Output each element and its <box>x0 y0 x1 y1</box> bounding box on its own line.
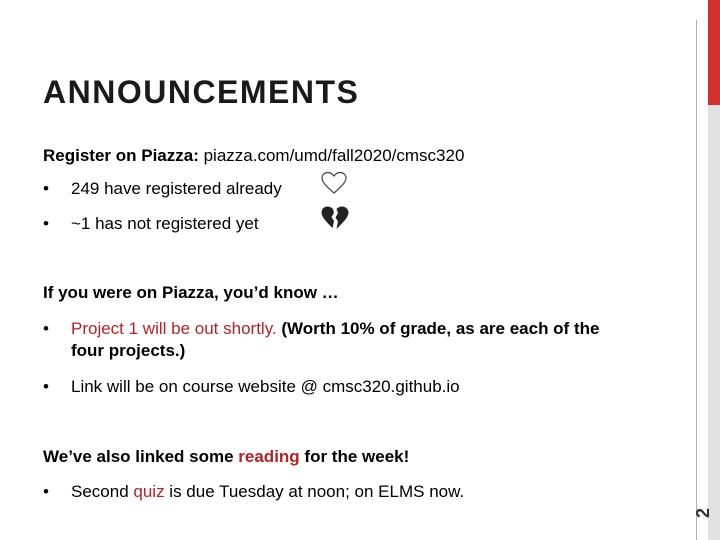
registered-count-text: 249 have registered already <box>71 179 282 198</box>
bullet-icon: • <box>43 319 49 338</box>
register-line <box>43 145 464 167</box>
heart-outline-icon <box>320 171 348 195</box>
project-announcement <box>71 318 631 362</box>
bullet-icon: • <box>43 179 49 198</box>
slide-title: ANNOUNCEMENTS <box>43 74 360 110</box>
page-number: 2 <box>693 508 713 519</box>
reading-highlight: reading <box>238 447 300 466</box>
quiz-announcement <box>71 481 464 503</box>
bullet-icon: • <box>43 377 49 396</box>
broken-heart-icon <box>320 205 350 231</box>
side-divider <box>696 20 697 540</box>
not-registered-text: ~1 has not registered yet <box>71 214 259 233</box>
register-label: Register on Piazza: <box>43 146 199 165</box>
project-text: Project 1 will be out shortly. <box>71 319 277 338</box>
reading-after: for the week! <box>299 447 410 466</box>
bullet-icon: • <box>43 482 49 501</box>
quiz-before: Second <box>71 482 134 501</box>
side-bar-accent <box>708 0 720 105</box>
bullet-icon: • <box>43 214 49 233</box>
reading-before: We’ve also linked some <box>43 447 239 466</box>
course-website-text: Link will be on course website @ cmsc320.github.io <box>71 377 460 396</box>
project-weight-text: (Worth 10% of grade, as are each of the four projects.) <box>71 319 600 360</box>
piazza-url: piazza.com/umd/fall2020/cmsc320 <box>198 146 465 165</box>
piazza-heading: If you were on Piazza, you’d know … <box>43 283 339 302</box>
quiz-highlight: quiz <box>133 482 165 501</box>
reading-line <box>43 446 409 468</box>
quiz-after: is due Tuesday at noon; on ELMS now. <box>164 482 465 501</box>
